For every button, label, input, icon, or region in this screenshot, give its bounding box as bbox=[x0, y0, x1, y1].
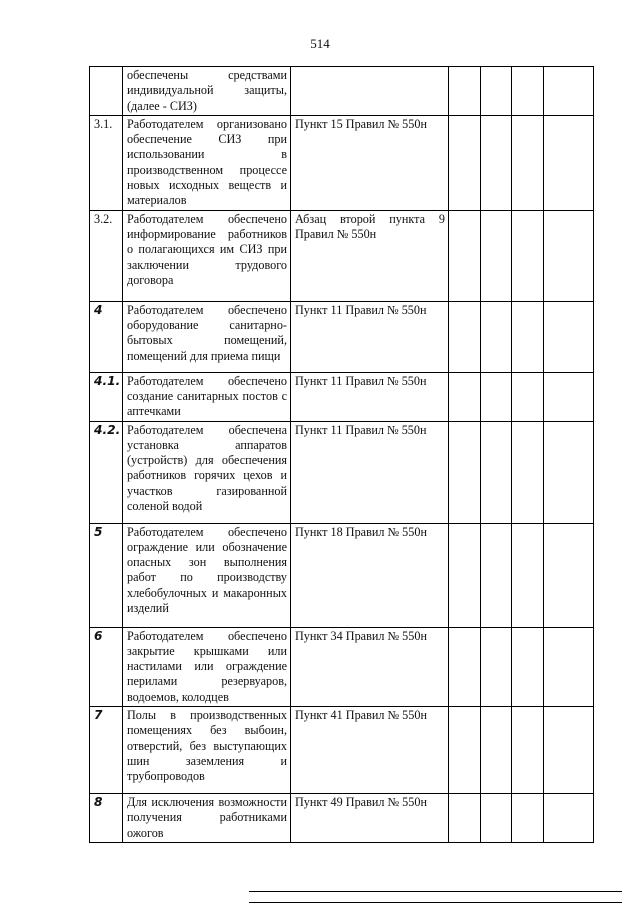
requirement-text: Работодателем обеспечено создание санитарных постов с аптечками bbox=[123, 372, 291, 421]
row-number: 8 bbox=[90, 794, 123, 843]
answer-yes-cell bbox=[449, 372, 481, 421]
answer-yes-cell bbox=[449, 523, 481, 627]
row-number: 4 bbox=[90, 301, 123, 372]
row-number: 7 bbox=[90, 707, 123, 794]
requirement-text: Работодателем обеспечено закрытие крышками или настилами или ограждение перилами резервуаров, водоемов, колодцев bbox=[123, 627, 291, 706]
bottom-rule-lower bbox=[249, 902, 622, 903]
checklist-table bbox=[89, 66, 594, 843]
note-cell bbox=[544, 707, 594, 794]
requirement-text: Работодателем организовано обеспечение СИЗ при использовании в производственном процессе новых исходных веществ и материалов bbox=[123, 115, 291, 210]
table-row bbox=[90, 67, 594, 116]
table-row bbox=[90, 523, 594, 627]
answer-na-cell bbox=[512, 115, 544, 210]
legal-reference: Пункт 41 Правил № 550н bbox=[291, 707, 449, 794]
row-number bbox=[90, 67, 123, 116]
requirement-text: обеспечены средствами индивидуальной защиты, (далее - СИЗ) bbox=[123, 67, 291, 116]
answer-yes-cell bbox=[449, 115, 481, 210]
table-row bbox=[90, 627, 594, 706]
page-number: 514 bbox=[310, 36, 330, 51]
row-number: 4.1. bbox=[90, 372, 123, 421]
row-number: 3.2. bbox=[90, 210, 123, 301]
row-number: 6 bbox=[90, 627, 123, 706]
table-row bbox=[90, 210, 594, 301]
legal-reference: Пункт 11 Правил № 550н bbox=[291, 301, 449, 372]
answer-no-cell bbox=[481, 67, 512, 116]
answer-na-cell bbox=[512, 210, 544, 301]
note-cell bbox=[544, 210, 594, 301]
answer-yes-cell bbox=[449, 794, 481, 843]
note-cell bbox=[544, 523, 594, 627]
legal-reference: Пункт 34 Правил № 550н bbox=[291, 627, 449, 706]
legal-reference: Абзац второй пункта 9 Правил № 550н bbox=[291, 210, 449, 301]
answer-na-cell bbox=[512, 627, 544, 706]
answer-na-cell bbox=[512, 523, 544, 627]
answer-na-cell bbox=[512, 301, 544, 372]
table-row bbox=[90, 301, 594, 372]
row-number: 5 bbox=[90, 523, 123, 627]
table-row bbox=[90, 372, 594, 421]
table-row bbox=[90, 421, 594, 523]
answer-na-cell bbox=[512, 67, 544, 116]
answer-no-cell bbox=[481, 301, 512, 372]
answer-yes-cell bbox=[449, 67, 481, 116]
requirement-text: Работодателем обеспечена установка аппаратов (устройств) для обеспечения работников горячих цехов и участков газированной соленой водой bbox=[123, 421, 291, 523]
legal-reference: Пункт 15 Правил № 550н bbox=[291, 115, 449, 210]
requirement-text: Для исключения возможности получения работниками ожогов bbox=[123, 794, 291, 843]
answer-yes-cell bbox=[449, 707, 481, 794]
note-cell bbox=[544, 627, 594, 706]
table-row bbox=[90, 794, 594, 843]
answer-no-cell bbox=[481, 115, 512, 210]
legal-reference: Пункт 18 Правил № 550н bbox=[291, 523, 449, 627]
bottom-rule bbox=[249, 891, 622, 892]
answer-na-cell bbox=[512, 707, 544, 794]
table-row bbox=[90, 707, 594, 794]
note-cell bbox=[544, 115, 594, 210]
note-cell bbox=[544, 372, 594, 421]
note-cell bbox=[544, 421, 594, 523]
answer-no-cell bbox=[481, 627, 512, 706]
answer-yes-cell bbox=[449, 627, 481, 706]
note-cell bbox=[544, 301, 594, 372]
requirement-text: Работодателем обеспечено оборудование санитарно-бытовых помещений, помещений для приема пищи bbox=[123, 301, 291, 372]
answer-na-cell bbox=[512, 421, 544, 523]
table-row bbox=[90, 115, 594, 210]
legal-reference: Пункт 11 Правил № 550н bbox=[291, 372, 449, 421]
row-number: 4.2. bbox=[90, 421, 123, 523]
legal-reference bbox=[291, 67, 449, 116]
legal-reference: Пункт 11 Правил № 550н bbox=[291, 421, 449, 523]
answer-yes-cell bbox=[449, 301, 481, 372]
row-number: 3.1. bbox=[90, 115, 123, 210]
answer-na-cell bbox=[512, 372, 544, 421]
legal-reference: Пункт 49 Правил № 550н bbox=[291, 794, 449, 843]
answer-na-cell bbox=[512, 794, 544, 843]
answer-yes-cell bbox=[449, 421, 481, 523]
answer-no-cell bbox=[481, 707, 512, 794]
answer-no-cell bbox=[481, 523, 512, 627]
note-cell bbox=[544, 794, 594, 843]
requirement-text: Полы в производственных помещениях без выбоин, отверстий, без выступающих шин заземления и трубопроводов bbox=[123, 707, 291, 794]
checklist-body bbox=[90, 67, 594, 843]
answer-yes-cell bbox=[449, 210, 481, 301]
note-cell bbox=[544, 67, 594, 116]
answer-no-cell bbox=[481, 210, 512, 301]
requirement-text: Работодателем обеспечено ограждение или обозначение опасных зон выполнения работ по производству хлебобулочных и макаронных изделий bbox=[123, 523, 291, 627]
requirement-text: Работодателем обеспечено информирование работников о полагающихся им СИЗ при заключении трудового договора bbox=[123, 210, 291, 301]
answer-no-cell bbox=[481, 794, 512, 843]
answer-no-cell bbox=[481, 372, 512, 421]
answer-no-cell bbox=[481, 421, 512, 523]
